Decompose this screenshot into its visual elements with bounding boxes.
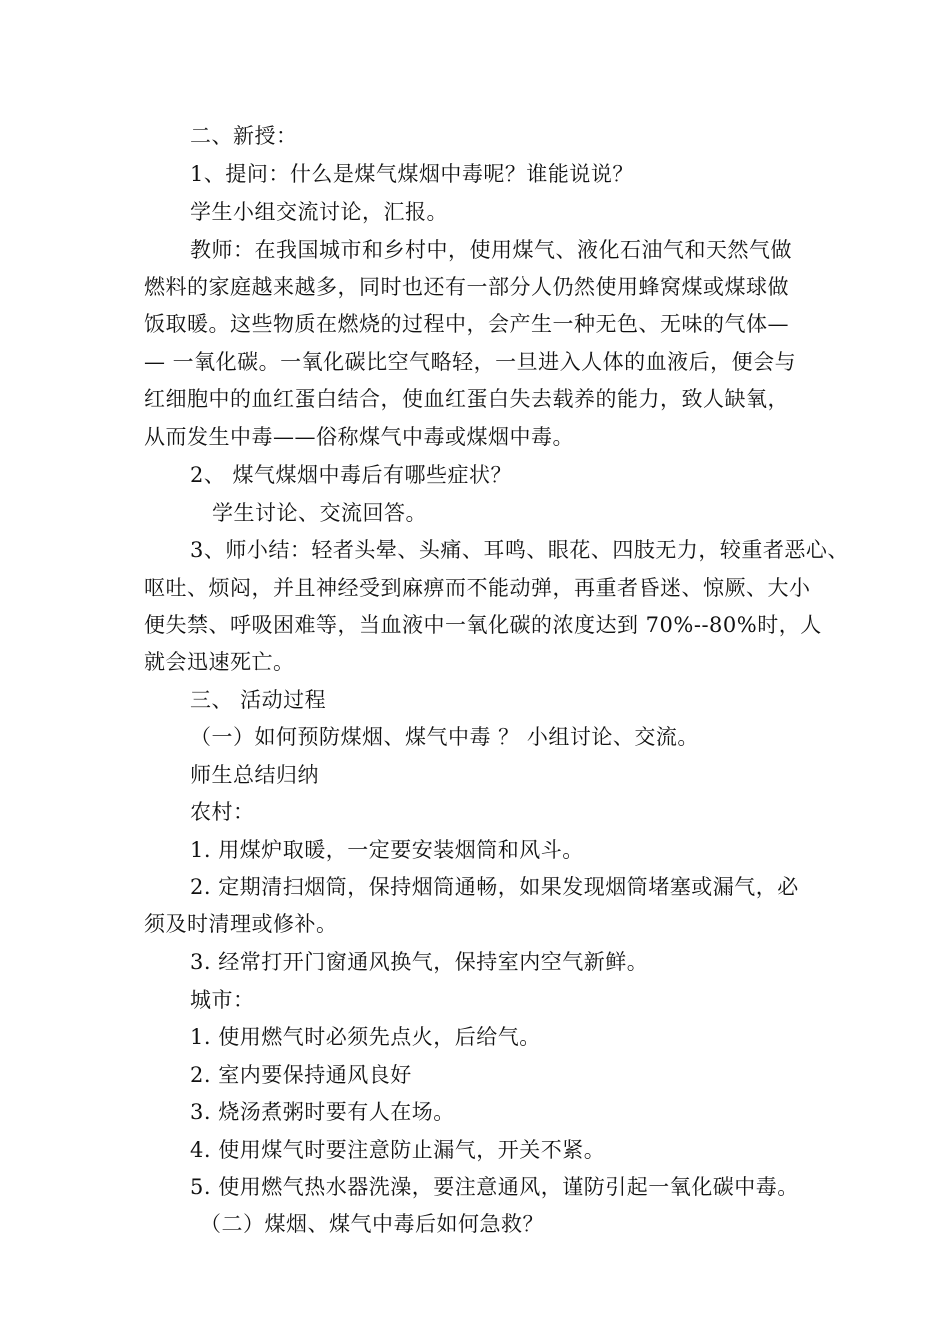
section-heading-new-lesson: 二、新授：: [190, 124, 298, 148]
list-item: 3. 烧汤煮粥时要有人在场。: [190, 1100, 455, 1124]
paragraph-line: 从而发生中毒——俗称煤气中毒或煤烟中毒。: [144, 425, 574, 449]
paragraph-line: 饭取暖。这些物质在燃烧的过程中，会产生一种无色、无味的气体—: [144, 312, 789, 336]
paragraph-line: 燃料的家庭越来越多，同时也还有一部分人仍然使用蜂窝煤或煤球做: [144, 275, 789, 299]
section-heading-activity: 三、 活动过程: [190, 688, 327, 712]
list-item-continuation: 须及时清理或修补。: [144, 912, 338, 936]
list-item: 3. 经常打开门窗通风换气，保持室内空气新鲜。: [190, 950, 649, 974]
paragraph-line: 学生小组交流讨论，汇报。: [190, 200, 448, 224]
list-item: 5. 使用燃气热水器洗澡，要注意通风，谨防引起一氧化碳中毒。: [190, 1175, 799, 1199]
summary-line: 呕吐、烦闷，并且神经受到麻痹而不能动弹，再重者昏迷、惊厥、大小: [144, 576, 811, 600]
paragraph-line: — 一氧化碳。一氧化碳比空气略轻，一旦进入人体的血液后，便会与: [144, 350, 797, 374]
summary-line: 便失禁、呼吸困难等，当血液中一氧化碳的浓度达到 70%--80%时，人: [144, 613, 822, 637]
list-item: 1. 使用燃气时必须先点火，后给气。: [190, 1025, 541, 1049]
list-heading-rural: 农村：: [190, 800, 255, 824]
paragraph-line: 红细胞中的血红蛋白结合，使血红蛋白失去载养的能力，致人缺氧，: [144, 387, 789, 411]
list-heading-city: 城市：: [190, 988, 255, 1012]
summary-line: 就会迅速死亡。: [144, 650, 295, 674]
list-item: 1. 用煤炉取暖，一定要安装烟筒和风斗。: [190, 838, 584, 862]
list-item: 4. 使用煤气时要注意防止漏气，开关不紧。: [190, 1138, 606, 1162]
question-line: 2、 煤气煤烟中毒后有哪些症状？: [190, 463, 513, 487]
paragraph-line: 师生总结归纳: [190, 763, 319, 787]
subsection-heading: （一）如何预防煤烟、煤气中毒 ？ 小组讨论、交流。: [190, 725, 699, 749]
list-item: 2. 室内要保持通风良好: [190, 1063, 412, 1087]
paragraph-line: 学生讨论、交流回答。: [212, 501, 427, 525]
list-item: 2. 定期清扫烟筒，保持烟筒通畅，如果发现烟筒堵塞或漏气，必: [190, 875, 799, 899]
summary-line: 3、师小结：轻者头晕、头痛、耳鸣、眼花、四肢无力，较重者恶心、: [190, 538, 849, 562]
question-line: 1、提问：什么是煤气煤烟中毒呢？谁能说说？: [190, 162, 634, 186]
subsection-heading: （二）煤烟、煤气中毒后如何急救？: [200, 1212, 544, 1236]
paragraph-line: 教师：在我国城市和乡村中，使用煤气、液化石油气和天然气做: [190, 238, 792, 262]
